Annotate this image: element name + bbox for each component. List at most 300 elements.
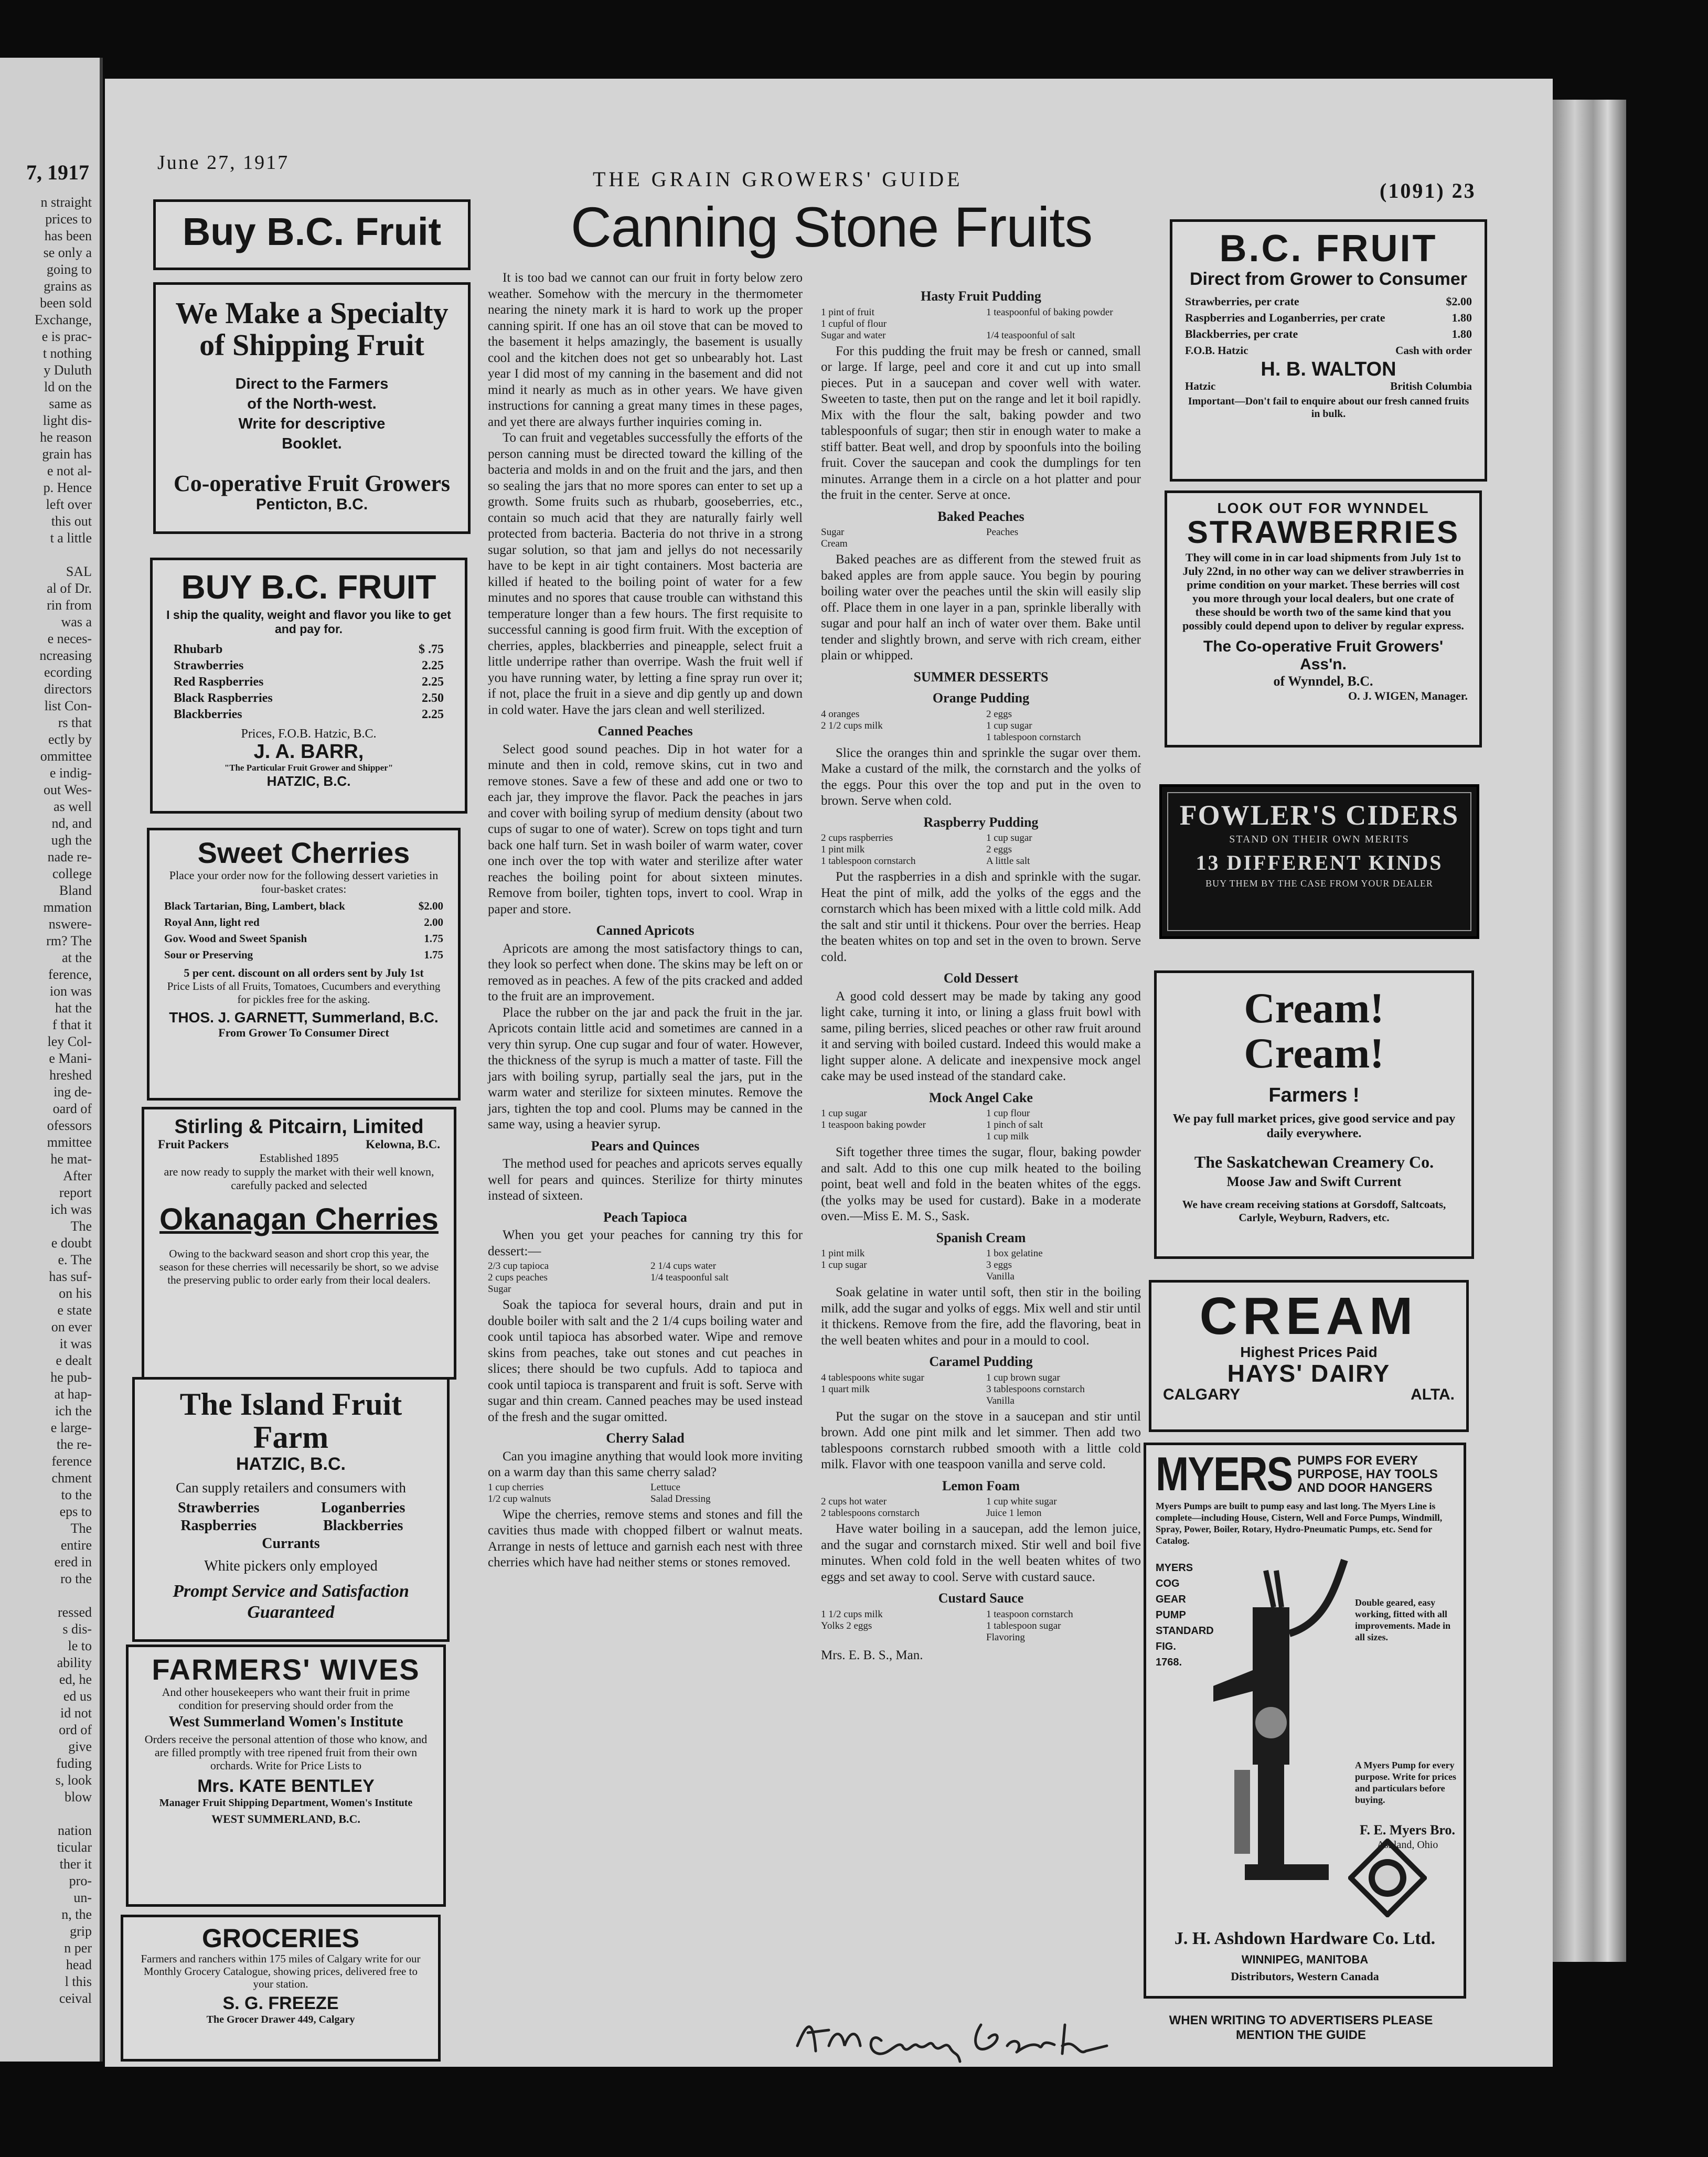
barr-place: HATZIC, B.C. [266,773,351,789]
island-product-list [146,1499,435,1553]
facing-page-line: head [66,1957,92,1972]
page-masthead: THE GRAIN GROWERS' GUIDE [593,167,963,191]
page-date: June 27, 1917 [157,152,290,174]
facing-page-line: le to [68,1638,92,1653]
facing-page-line: e is prac- [41,329,92,344]
article-paragraph: Have water boiling in a saucepan, add the lemon juice, and the sugar and cornstarch mixed. Stir well and boil five minutes. When cold fold in the well beaten whites of two eggs and set away to cool. Serve with custard sauce. [821,1522,1141,1584]
facing-page-line [0,547,92,563]
facing-page-line [0,1587,92,1604]
ingredient: 1 cup sugar [821,1259,867,1270]
ingredient-list [488,1482,803,1505]
facing-page-line: e neces- [47,631,92,646]
island-product: Currants [262,1535,320,1552]
ingredient [650,1284,803,1295]
island-product: Loganberries [321,1500,405,1516]
recipe-heading: Cold Dessert [943,970,1019,986]
facing-page-line: as well [54,799,92,814]
article-paragraph: Baked peaches are as different from the stewed fruit as baked apples are from apple sauce. You begin by pouring boiling water over the peaches until the skin will easily slip off. Place them in one layer in a pan, sprinkle liberally with sugar and pour half an inch of water over them. Bake until tender and slightly brown, and serve with rich cream, either plain or whipped. [821,552,1141,663]
barr-fob: Prices, F.O.B. Hatzic, B.C. [241,727,377,741]
barr-tagline: "The Particular Fruit Grower and Shipper" [224,763,393,773]
ingredient-list [821,307,1141,341]
facing-page-line: been sold [40,295,92,311]
facing-page-line: n per [64,1940,92,1956]
barr-price-row [174,690,444,707]
groceries-title: GROCERIES [201,1924,360,1953]
ingredient: 1 cupful of flour [821,318,887,329]
coop-line-2: of the North-west. [247,395,377,412]
walton-note: Important—Don't fail to enquire about our fresh canned fruits in bulk. [1188,396,1469,420]
facing-page-line: grip [70,1924,92,1939]
barr-price-item: Blackberries [174,708,242,722]
ingredient: 1/4 teaspoonful salt [650,1272,729,1283]
recipe-heading: Raspberry Pudding [923,814,1039,830]
ad-saskatchewan-creamery [1154,970,1474,1259]
facing-page-line: ncreasing [39,648,92,663]
myers-text: Myers Pumps are built to pump easy and last long. The Myers Line is complete—including House, Cistern, Well and Force Pumps, Windmill, Spray, Power, Boiler, Rotary, Hydro-Pneumatic Pumps, etc. Send for Catalog. [1156,1501,1443,1546]
fowler-subtitle: STAND ON THEIR OWN MERITS [1229,833,1410,845]
facing-page-line [0,1806,92,1822]
ingredient: 1 pint milk [821,844,865,855]
cherry-price-row [164,914,443,931]
facing-page-line: e dealt [56,1353,92,1368]
facing-page-line: The [70,1219,92,1234]
ad-hb-walton [1170,219,1487,482]
barr-price-price: 2.25 [422,708,444,722]
facing-page-line: ability [57,1655,92,1670]
coop-name: Co-operative Fruit Growers [173,470,451,496]
article-paragraph: Can you imagine anything that would look more inviting on a warm day than this same cherry salad? [488,1449,803,1479]
facing-page-line: ed us [63,1689,92,1704]
groceries-text: Farmers and ranchers within 175 miles of Calgary write for our Monthly Grocery Catalogue, showing prices, delivered free to your station. [141,1952,421,1990]
barr-price-price: 2.25 [422,675,444,689]
facing-page-line: was a [61,614,92,629]
stirling-sub-left: Fruit Packers [158,1137,229,1151]
ad-myers-pumps [1144,1443,1466,1999]
article-paragraph: Soak the tapioca for several hours, drain and put in double boiler with salt and the 2 1/4 cups boiling water and cook until tapioca has absorbed water. Wipe and remove skins from peaches, take out stones and cut peaches in slices; there should be two cupfuls. Add to tapioca and cook until tapioca is transparent and fruit is soft. Serve with sugar and thin cream. Canned peaches may be used instead of the fresh and the sugar omitted. [488,1298,803,1424]
ingredient: 3 tablespoons cornstarch [986,1383,1085,1395]
facing-page-line: ered in [54,1554,92,1569]
ad-sweet-cherries [147,828,461,1101]
ingredient: Yolks 2 eggs [821,1620,872,1631]
cherries-intro: Place your order now for the following dessert varieties in four-basket crates: [169,868,439,895]
fowler-kinds: 13 DIFFERENT KINDS [1195,850,1443,874]
myers-dealer-city: WINNIPEG, MANITOBA [1241,1953,1369,1966]
walton-price-list [1185,293,1472,342]
walton-fob: F.O.B. Hatzic [1185,344,1248,357]
ingredient: 2 1/4 cups water [650,1261,717,1272]
myers-brand: MYERS [1156,1447,1293,1501]
recipe-heading: Lemon Foam [942,1478,1020,1493]
cherries-price-list [164,898,443,963]
ingredient: 1 1/2 cups milk [821,1608,883,1620]
cherries-lists: Price Lists of all Fruits, Tomatoes, Cucumbers and everything for pickles free for the asking. [167,979,441,1006]
ingredient: 2 1/2 cups milk [821,720,883,731]
barr-price-item: Black Raspberries [174,691,273,706]
hays-city: CALGARY [1163,1386,1241,1404]
sask-cream-farmers: Farmers ! [1268,1084,1360,1107]
facing-page-line: nswere- [48,916,92,932]
recipe-heading: Custard Sauce [938,1590,1024,1606]
ingredient: 1 tablespoon cornstarch [821,856,916,867]
recipe-heading: Hasty Fruit Pudding [921,289,1041,304]
walton-price-item: Raspberries and Loganberries, per crate [1185,311,1385,324]
ad-wynndel-strawberries [1165,490,1482,748]
facing-page-line: grains as [44,279,92,294]
ingredient: 1/4 teaspoonful of salt [986,329,1075,341]
walton-cash: Cash with order [1395,344,1472,357]
barr-title: BUY B.C. FRUIT [181,568,436,606]
article-paragraph: It is too bad we cannot can our fruit in forty below zero weather. Somehow with the mercury in the thermometer nearing the ninety mark it is hard to work up the proper canning spirit. If one has an oil stove that can be moved to the basement it helps amazingly, the basement is usually cool and the kitchen does not get so unbearably hot. Last year I did most of my canning in the basement and did not mind it nearly as much as in other years. We have given instructions for canning a great many times in these pages, and yet there are always further inquiries coming in. [488,271,803,429]
facing-page-line: give [68,1739,92,1754]
myers-tagline: PUMPS FOR EVERY PURPOSE, HAY TOOLS AND DOOR HANGERS [1297,1453,1438,1495]
ingredient: 1 tablespoon cornstarch [986,731,1081,743]
facing-page-line: ther it [59,1856,92,1872]
facing-page-line: al of Dr. [47,581,92,596]
water-pump-illustration [1203,1550,1355,1885]
facing-page-line: ing de- [54,1084,92,1099]
facing-page-line: ugh the [51,832,92,848]
facing-page-line: pro- [69,1873,92,1888]
ingredient: 1 cup flour [986,1108,1030,1119]
ingredient-list [821,1108,1141,1142]
cherry-price-item: Royal Ann, light red [164,915,260,928]
hays-title: CREAM [1199,1287,1418,1346]
recipe-heading: Canned Peaches [597,723,693,739]
facing-page-line: id not [60,1705,92,1721]
recipe-heading: Peach Tapioca [603,1209,687,1225]
ad-buy-bc-fruit-banner [153,199,471,270]
barr-price-row [174,642,444,658]
myers-dealer-role: Distributors, Western Canada [1231,1970,1379,1983]
groceries-name: S. G. FREEZE [222,1993,339,2013]
facing-page-line: chment [51,1470,92,1486]
ad-cooperative-fruit-growers [153,282,471,534]
walton-price-price: 1.80 [1451,327,1472,340]
facing-page-text [0,194,92,2007]
ingredient: 2 cups raspberries [821,832,893,843]
facing-page [0,58,103,2062]
ingredient-list [821,1496,1141,1519]
facing-page-line: at hap- [54,1386,92,1402]
ingredient: Vanilla [986,1395,1015,1406]
ingredient: Vanilla [986,1271,1015,1282]
hays-province: ALTA. [1411,1386,1455,1404]
wynndel-lookout: LOOK OUT FOR WYNNDEL [1217,500,1429,516]
myers-text-3: A Myers Pump for every purpose. Write for prices and particulars before buying. [1355,1760,1456,1805]
ingredient: Cream [821,538,848,549]
article-paragraph: Sift together three times the sugar, flour, baking powder and salt. Add to this one cup milk heated to the boiling point, beat well and fold in the beaten whites of the eggs. (the yolks may be used for custard). Bake in a moderate oven.—Miss E. M. S., Sask. [821,1145,1141,1223]
ingredient: Flavoring [986,1631,1025,1643]
wynndel-org: The Co-operative Fruit Growers' Ass'n. [1203,638,1444,674]
stirling-text-2: Owing to the backward season and short crop this year, the season for these cherries will necessarily be short, so we advise the preserving public to order early from their local dealers. [159,1247,439,1286]
hays-name: HAYS' DAIRY [1227,1360,1391,1387]
article-paragraph: Put the sugar on the stove in a saucepan and stir until brown. Add one pint milk and let simmer. Then add two tablespoons cornstarch rubbed smooth with a little cold milk. Flavor with one teaspoon vanilla and serve cold. [821,1409,1141,1471]
recipe-heading: Spanish Cream [936,1230,1026,1245]
ingredient: 1 tablespoon sugar [986,1620,1061,1631]
barr-price-price: 2.50 [422,691,444,706]
facing-page-line: entire [60,1537,92,1553]
ingredient [986,538,1141,550]
facing-page-line: ld on the [44,379,92,394]
walton-title: B.C. FRUIT [1219,228,1438,270]
article-paragraph: Soak gelatine in water until soft, then stir in the boiling milk, add the sugar and yolks of eggs. Mix well and stir until it thickens. Remove from the fire, add the flavoring, beat in the well beaten whites and pour in a mould to cool. [821,1285,1141,1348]
cherry-price-row [164,931,443,947]
facing-page-line: has suf- [49,1269,92,1284]
wives-name: Mrs. KATE BENTLEY [197,1776,375,1796]
ad-groceries [121,1915,441,2062]
island-product: Raspberries [180,1518,257,1534]
facing-page-line: se only a [43,245,92,260]
page-number: (1091) 23 [1380,179,1476,202]
coop-line-3: Write for descriptive [238,415,386,432]
facing-page-line: un- [73,1890,92,1905]
facing-page-line: ference, [48,967,92,982]
walton-price-item: Strawberries, per crate [1185,294,1299,308]
facing-page-line: e large- [50,1420,92,1435]
facing-page-line: out Wes- [43,782,92,797]
ingredient: 4 tablespoons white sugar [821,1372,924,1383]
facing-page-line: t nothing [42,346,92,361]
cherry-price-item: Gov. Wood and Sweet Spanish [164,932,307,945]
ingredient: Salad Dressing [650,1493,711,1504]
facing-page-line: ectly by [48,732,92,747]
cherry-price-item: Black Tartarian, Bing, Lambert, black [164,899,345,912]
cherry-price-row [164,947,443,963]
facing-page-line: prices to [45,211,92,227]
fowler-line: BUY THEM BY THE CASE FROM YOUR DEALER [1205,878,1433,889]
island-product: Strawberries [177,1500,260,1516]
facing-page-line: on his [59,1286,92,1301]
coop-line-1: Direct to the Farmers [235,375,389,392]
ingredient: 1 cup sugar [821,1108,867,1119]
facing-page-line: Exchange, [34,312,92,327]
sask-cream-text: We pay full market prices, give good service and pay daily everywhere. [1172,1112,1456,1141]
facing-page-line: college [52,866,92,881]
facing-page-line: y Duluth [44,362,92,378]
barr-price-item: Strawberries [174,659,244,673]
sask-cream-place: Moose Jaw and Swift Current [1226,1174,1402,1190]
walton-price-price: 1.80 [1451,311,1472,324]
facing-page-line: nd, and [51,816,92,831]
barr-price-item: Rhubarb [174,643,223,657]
barr-price-row [174,658,444,674]
ad-stirling-pitcairn [142,1107,456,1380]
facing-page-header: 7, 1917 [26,161,89,184]
facing-page-line: fuding [56,1756,92,1771]
ingredient: Sugar [821,527,845,538]
facing-page-line: it was [59,1336,92,1351]
walton-price-row [1185,293,1472,309]
cherry-price-price: 1.75 [424,948,443,961]
facing-page-line: directors [44,681,92,697]
recipe-heading: Baked Peaches [937,508,1024,524]
barr-price-row [174,707,444,723]
island-place: HATZIC, B.C. [236,1454,346,1474]
facing-page-line: this out [51,514,92,529]
barr-price-row [174,674,444,690]
ingredient: 1 cup white sugar [986,1496,1057,1507]
cherry-price-row [164,898,443,914]
walton-price-item: Blackberries, per crate [1185,327,1298,340]
facing-page-line: rin from [47,597,92,613]
ingredient: Juice 1 lemon [986,1508,1042,1519]
wives-role: Manager Fruit Shipping Department, Women's Institute [159,1797,413,1809]
stirling-established: Established 1895 [259,1151,339,1165]
facing-page-line: hat the [55,1000,92,1016]
ingredient: 1 cup milk [986,1131,1029,1142]
ingredient: 1 quart milk [821,1383,870,1395]
facing-page-line: has been [44,228,92,243]
myers-dealer: J. H. Ashdown Hardware Co. Ltd. [1174,1929,1436,1948]
cherry-price-item: Sour or Preserving [164,948,253,961]
ingredient: 1 box gelatine [986,1248,1043,1259]
ingredient: 2 eggs [986,708,1012,720]
stirling-brand: Okanagan Cherries [159,1202,439,1236]
facing-page-line: ecording [44,665,92,680]
ad-ja-barr [150,558,467,814]
recipe-heading: Mock Angel Cake [929,1090,1033,1105]
facing-page-line: report [59,1185,92,1200]
facing-page-line: ley Col- [47,1034,92,1049]
stirling-sub-right: Kelowna, B.C. [366,1137,440,1151]
facing-page-line: n, the [61,1907,92,1922]
article-paragraph: Slice the oranges thin and sprinkle the sugar over them. Make a custard of the milk, the cornstarch and the yolks of the eggs. Pour this over the top and put in the oven to brown. Serve when cold. [821,745,1141,808]
ingredient: Peaches [986,527,1019,538]
ingredient: 1 teaspoon baking powder [821,1119,926,1130]
sask-cream-title: Cream! Cream! [1244,984,1384,1077]
facing-page-line: he mat- [50,1151,92,1167]
walton-price-price: $2.00 [1446,294,1472,308]
coop-title: We Make a Specialty of Shipping Fruit [175,296,449,362]
facing-page-line: The [70,1521,92,1536]
facing-page-line: ressed [58,1605,92,1620]
facing-page-line: ord of [59,1722,92,1737]
facing-page-line: same as [49,396,92,411]
ingredient [821,1131,976,1142]
ingredient: 1 pinch of salt [986,1119,1043,1130]
facing-page-line: ceival [59,1991,92,2006]
facing-page-line: nade re- [47,849,92,864]
facing-page-line: he reason [40,430,92,445]
ingredient: 2 cups peaches [488,1272,548,1283]
recipe-heading: Canned Apricots [596,923,695,938]
article-paragraph: A good cold dessert may be made by taking any good light cake, turning it into, or lining a glass fruit bowl with same, piling berries, sliced peaches or other raw fruit around it and serving with boiled custard. Indeed this would make a light supper alone. A delicate and inexpensive mock angel cake may be used instead of the standard cake. [821,989,1141,1083]
wives-org: West Summerland Women's Institute [168,1713,403,1730]
walton-price-row [1185,309,1472,326]
facing-page-line: n straight [40,195,92,210]
facing-page-line: e Mani- [49,1051,92,1066]
ingredient: 2/3 cup tapioca [488,1261,549,1272]
island-pickers: White pickers only employed [204,1558,378,1574]
walton-subtitle: Direct from Grower to Consumer [1190,269,1467,289]
facing-page-line: rs that [58,715,92,730]
ingredient: 1 cup cherries [488,1481,544,1493]
facing-page-line: mmittee [47,1135,92,1150]
ingredient: 1 cup sugar [986,832,1032,843]
facing-page-line: e state [57,1302,92,1318]
myers-model: MYERS COG GEAR PUMP STANDARD FIG. 1768. [1156,1562,1214,1668]
cherry-price-price: $2.00 [418,899,443,912]
facing-page-line: ed, he [59,1672,92,1687]
island-title: The Island Fruit Farm [179,1387,402,1455]
ingredient-list [821,1372,1141,1407]
article-paragraph: Wipe the cherries, remove stems and stones and fill the cavities thus made with chopped filbert or walnut meats. Arrange in nests of lettuce and garnish each nest with three cherries which have had neither stems or stones removed. [488,1507,803,1569]
wynndel-manager: O. J. WIGEN, Manager. [1348,689,1468,703]
coop-line-4: Booklet. [282,435,342,452]
walton-place-left: Hatzic [1185,380,1216,393]
book-spine-edges [1553,100,1626,1962]
facing-page-line: nation [58,1823,92,1838]
barr-name: J. A. BARR, [253,741,364,763]
article-paragraph: To can fruit and vegetables successfully the efforts of the person canning must be directed toward the killing of the bacteria and molds in and on the fruit and the jars, and then so sealing the jars that no more spores can enter to set up a growth. Some fruits such as rhubarb, gooseberries, etc., contain so much acid that they are naturally fairly well protected from bacteria. Bacteria do not thrive in a strong sugar solution, so that jam and jellys do not necessarily have to be kept in air tight containers. Most bacteria are killed if heated to the boiling point of water for a few minutes and no spores that cause trouble can withstand this temperature longer than a few hours. The first requisite to successful canning is good firm fruit. With the exception of cherries, apples, blackberries and pineapple, select fruit a little underripe rather than overripe. Wash the fruit well if you have running water, by letting a fine spray run over it; if not, place the fruit in a sieve and dip gently up and down in cold water. Have the jars clean and well sterilized. [488,431,803,717]
cherries-title: Sweet Cherries [197,836,410,869]
facing-page-line: s, look [55,1772,92,1788]
facing-page-line: SAL [66,564,92,579]
myers-text-2: Double geared, easy working, fitted with all improvements. Made in all sizes. [1355,1597,1451,1642]
ingredient [821,732,976,743]
facing-page-line: oard of [52,1101,92,1116]
ingredient [821,1271,976,1283]
article-paragraph: Apricots are among the most satisfactory things to can, they look so perfect when done. The skins may be left on or removed as in peaches. A few of the pits cracked and added to the fruit are an improvement. [488,941,803,1003]
facing-page-line: e not al- [47,463,92,478]
walton-place-right: British Columbia [1390,380,1472,393]
ingredient-list [821,527,1141,550]
facing-page-line: ich was [50,1202,92,1217]
facing-page-line: on ever [51,1319,92,1334]
ad-farmers-wives [126,1645,446,1907]
wynndel-place: of Wynndel, B.C. [1273,674,1373,689]
cherry-price-price: 1.75 [424,932,443,945]
facing-page-line: light dis- [42,413,92,428]
facing-page-line: e. The [58,1252,92,1267]
ingredient-list [821,1609,1141,1643]
stirling-title: Stirling & Pitcairn, Limited [174,1116,424,1138]
facing-page-line: he pub- [50,1370,92,1385]
sask-cream-org: The Saskatchewan Creamery Co. [1194,1152,1434,1172]
cherry-price-price: 2.00 [424,915,443,928]
wives-title: FARMERS' WIVES [152,1653,420,1686]
facing-page-line: f that it [52,1017,92,1032]
recipe-heading: Orange Pudding [932,690,1030,706]
barr-price-list [166,642,451,723]
myers-maker: F. E. Myers Bro. [1360,1822,1455,1838]
facing-page-line: e indig- [49,765,92,781]
ingredient: 1 teaspoonful of baking powder [986,306,1113,318]
facing-page-line: rm? The [46,933,92,948]
ingredient: 1 teaspoon cornstarch [986,1608,1073,1620]
facing-page-line: ticular [57,1840,92,1855]
barr-price-item: Red Raspberries [174,675,264,689]
facing-page-line: going to [47,262,92,277]
facing-page-line: t a little [50,530,92,546]
recipe-heading: SUMMER DESSERTS [913,669,1049,685]
article-paragraph: Place the rubber on the jar and pack the fruit in the jar. Apricots contain little acid and sometimes are canned in a very thin syrup. One cup sugar and four of water. However, the thickness of the syrup is much a matter of taste. Fill the jars with boiling syrup, partially seal the jars, put in the warm water and sterilize for sixteen minutes. Remove the jars, tighten the top and cool. Plums may be canned in the same way, using a heavier syrup. [488,1005,803,1131]
ashdown-logo [1348,1839,1427,1917]
facing-page-line: list Con- [44,698,92,713]
article-column-1 [488,270,803,2069]
facing-page-line: e doubt [51,1235,92,1251]
ingredient: 1 cup sugar [986,720,1032,731]
ingredient: 1 pint milk [821,1248,865,1259]
facing-page-line: hreshed [49,1067,92,1083]
facing-page-line: at the [61,950,92,965]
myers-maker-place: Ashland, Ohio [1376,1839,1438,1851]
ingredient-list [821,1248,1141,1283]
wynndel-title: STRAWBERRIES [1187,515,1460,550]
island-promise: Prompt Service and Satisfaction Guaranteed [173,1582,409,1622]
ingredient-list [821,709,1141,743]
article-column-2 [821,283,1141,1957]
